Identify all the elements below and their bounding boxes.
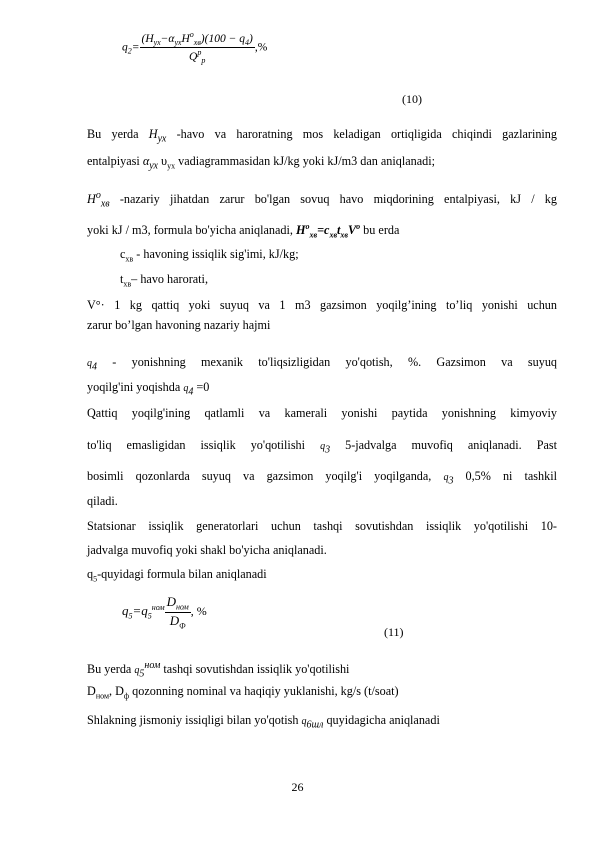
def-c-text: - havoning issiqlik sig'imi, kJ/kg; bbox=[136, 247, 299, 261]
para1-text-5: vadiagrammasidan kJ/kg yoki kJ/m3 dan aniqlanadi; bbox=[178, 154, 436, 168]
den-sub: p bbox=[201, 56, 206, 66]
f11-num: D bbox=[166, 594, 176, 609]
def-c-symbol: c bbox=[120, 247, 126, 261]
f11-num-sub: ном bbox=[175, 602, 189, 612]
formula-h0-inline bbox=[296, 222, 361, 240]
formula-10-lhs-sub: 2 bbox=[127, 46, 132, 56]
page-number: 26 bbox=[291, 780, 304, 794]
para7-text: -quyidagi formula bilan aniqlanadi bbox=[97, 567, 267, 581]
para10-text-1: Shlakning jismoniy issiqligi bilan yo'qotish bbox=[87, 713, 299, 727]
symbol-q5-sup: ном bbox=[144, 660, 161, 671]
para9-d-f-sub: ф bbox=[123, 691, 130, 701]
num-part-1: (H bbox=[141, 32, 154, 45]
para5-line3 bbox=[87, 469, 557, 488]
inline-v: V bbox=[347, 223, 357, 238]
para5-text-1: Qattiq yoqilg'ining qatlamli va kamerali yonishi paytida yonishning kimyoviy bbox=[87, 406, 557, 420]
symbol-h-ux: H bbox=[148, 127, 158, 141]
para6-text-2: jadvalga muvofiq yoki shakl bo'yicha aniqlanadi. bbox=[87, 543, 327, 557]
den-sup: p bbox=[197, 48, 202, 58]
formula-10-numerator bbox=[140, 30, 255, 48]
den-part: Q bbox=[189, 50, 198, 63]
para4-line1 bbox=[87, 355, 557, 374]
equation-number-11: (11) bbox=[384, 625, 404, 639]
para6-line2 bbox=[87, 543, 557, 558]
symbol-q4-b: q bbox=[183, 383, 189, 394]
formula-11-rhs-sup: ном bbox=[151, 602, 165, 612]
num-sub-2: ух bbox=[174, 38, 182, 48]
num-sub-4: 4 bbox=[244, 38, 249, 48]
symbol-h-ux-sub: ух bbox=[157, 133, 167, 145]
para9-line bbox=[87, 684, 557, 703]
symbol-q3-b-sub: 3 bbox=[448, 475, 454, 487]
symbol-q3: q bbox=[320, 441, 326, 452]
formula-10-lhs: q bbox=[122, 41, 128, 54]
symbol-q4: q bbox=[87, 358, 92, 369]
symbol-upsilon: υ bbox=[161, 154, 168, 168]
inline-c-sub: хв bbox=[329, 230, 338, 240]
symbol-q6-shl: q bbox=[301, 716, 307, 727]
para1-text-3: entalpiyasi bbox=[87, 154, 140, 168]
para1-text-2: -havo va haroratning mos keladigan ortiqligida chiqindi gazlarining bbox=[176, 127, 557, 141]
num-part-3: H bbox=[181, 32, 190, 45]
para6-text-1: Statsionar issiqlik generatorlari uchun tashqi sovutishdan issiqlik yo'qotilishi 10- bbox=[87, 519, 557, 533]
para2-text-1: -nazariy jihatdan zarur bo'lgan sovuq havo miqdorining entalpiyasi, kJ / kg bbox=[119, 192, 557, 207]
para5-text-3a: bosimli qozonlarda suyuq va gazsimon yoqilg'i yoqilganda, bbox=[87, 469, 432, 483]
symbol-alpha-sub: ух bbox=[149, 160, 158, 172]
para2-text-2: yoki kJ / m3, formula bo'yicha aniqlanadi, bbox=[87, 223, 293, 238]
para8-line bbox=[87, 658, 557, 682]
inline-v-sup: o bbox=[356, 222, 361, 231]
para9-d-nom-sub: ном bbox=[95, 691, 110, 701]
symbol-h0-sup: o bbox=[95, 190, 101, 201]
num-part-5: ) bbox=[248, 32, 253, 45]
inline-h-sup: o bbox=[305, 222, 310, 231]
formula-11-eq: =q bbox=[132, 603, 148, 619]
para8-text-2: tashqi sovutishdan issiqlik yo'qotilishi bbox=[163, 662, 350, 677]
para5-line4 bbox=[87, 494, 557, 509]
symbol-q4-sub: 4 bbox=[92, 361, 97, 373]
symbol-q3-b: q bbox=[443, 472, 449, 483]
para9-d-f: D bbox=[115, 684, 124, 698]
def-t bbox=[120, 272, 590, 291]
formula-11-unit: , % bbox=[190, 604, 207, 619]
symbol-q5-sub: 5 bbox=[139, 668, 145, 680]
para5-line2 bbox=[87, 438, 557, 457]
para6-line1 bbox=[87, 519, 557, 534]
symbol-upsilon-sub: ух bbox=[167, 161, 176, 171]
para9-sep: , bbox=[109, 684, 113, 698]
symbol-q5-nom: q bbox=[134, 665, 140, 677]
para8-text-1: Bu yerda bbox=[87, 662, 132, 677]
formula-11-denominator bbox=[165, 613, 191, 631]
symbol-h0-sub: хв bbox=[100, 198, 110, 210]
para3-line1 bbox=[87, 298, 557, 313]
para3-text-1: V°· 1 kg qattiq yoki suyuq va 1 m3 gazsimon yoqilg’ining to’liq yonishi uchun bbox=[87, 298, 557, 312]
para4-line2 bbox=[87, 380, 557, 399]
para3-text-2: zarur bo’lgan havoning nazariy hajmi bbox=[87, 318, 271, 332]
inline-h-sub: хв bbox=[309, 230, 318, 240]
formula-11-fraction bbox=[165, 594, 191, 630]
def-t-symbol: t bbox=[120, 272, 124, 286]
num-sup-3: o bbox=[189, 30, 194, 39]
formula-11-lhs: q bbox=[122, 603, 129, 619]
inline-t-sub: хв bbox=[340, 230, 348, 240]
para5-text-2a: to'liq emasligidan issiqlik yo'qotilishi bbox=[87, 438, 306, 452]
symbol-h0-xv: H bbox=[87, 192, 96, 207]
para9-text: qozonning nominal va haqiqiy yuklanishi, kg/s (t/soat) bbox=[132, 684, 399, 698]
formula-10: $q_2=$ $\frac{(H_{ух}-\alpha_{ух}H^o_{хв})(100 - q_4)}{Q^p_p}$ ,% bbox=[122, 30, 268, 66]
para5-text-4: qiladi. bbox=[87, 494, 118, 508]
symbol-q3-sub: 3 bbox=[325, 444, 331, 456]
formula-11-numerator bbox=[165, 594, 191, 613]
f11-den-sub: Ф bbox=[179, 621, 186, 631]
num-sub-1: ух bbox=[153, 38, 161, 48]
para2-line2 bbox=[87, 219, 557, 243]
para4-text-2b: =0 bbox=[196, 380, 210, 394]
symbol-q6-sub: 6шл bbox=[306, 719, 324, 731]
num-part-2: −α bbox=[160, 32, 175, 45]
num-part-4: )(100 − q bbox=[200, 32, 245, 45]
para2-line1 bbox=[87, 188, 557, 212]
para3-line2 bbox=[87, 318, 557, 333]
para4-text-1: - yonishning mexanik to'liqsizligidan yo'qotish, %. Gazsimon va suyuq bbox=[112, 355, 558, 369]
def-t-text: – havo harorati, bbox=[131, 272, 208, 286]
formula-11-lhs-sub: 5 bbox=[128, 611, 133, 621]
f11-den: D bbox=[169, 612, 180, 628]
para1-line1 bbox=[87, 127, 557, 146]
para2-text-3: bu erda bbox=[363, 223, 400, 238]
para5-text-2b: 5-jadvalga muvofiq aniqlanadi. Past bbox=[345, 438, 558, 452]
para9-d-nom: D bbox=[87, 684, 96, 698]
equation-number-10: (10) bbox=[402, 92, 422, 106]
num-sub-3: хв bbox=[193, 38, 201, 48]
para7-line bbox=[87, 567, 557, 586]
para1-text-1: Bu yerda bbox=[87, 127, 139, 141]
para4-text-2a: yoqilg'ini yoqishda bbox=[87, 380, 181, 394]
formula-10-denominator bbox=[140, 48, 255, 65]
symbol-alpha-ux: α bbox=[142, 154, 150, 168]
formula-10-fraction bbox=[140, 30, 255, 65]
def-c-sub: хв bbox=[125, 254, 134, 264]
def-c bbox=[120, 247, 590, 266]
formula-11 bbox=[122, 594, 207, 630]
para1-line2 bbox=[87, 154, 557, 173]
formula-11-rhs-sub: 5 bbox=[147, 611, 152, 621]
para10-text-2: quyidagicha aniqlanadi bbox=[326, 713, 440, 727]
inline-eq-c: =c bbox=[317, 223, 330, 238]
formula-10-unit: ,% bbox=[254, 41, 268, 54]
para7-q-sub: 5 bbox=[93, 574, 98, 584]
inline-t: t bbox=[337, 223, 341, 238]
para5-line1 bbox=[87, 406, 557, 421]
para7-q: q bbox=[87, 567, 94, 581]
para10-line bbox=[87, 713, 557, 732]
def-t-sub: хв bbox=[123, 279, 132, 289]
para5-text-3b: 0,5% ni tashkil bbox=[465, 469, 558, 483]
symbol-q4-b-sub: 4 bbox=[188, 386, 194, 398]
inline-h: H bbox=[296, 223, 306, 238]
